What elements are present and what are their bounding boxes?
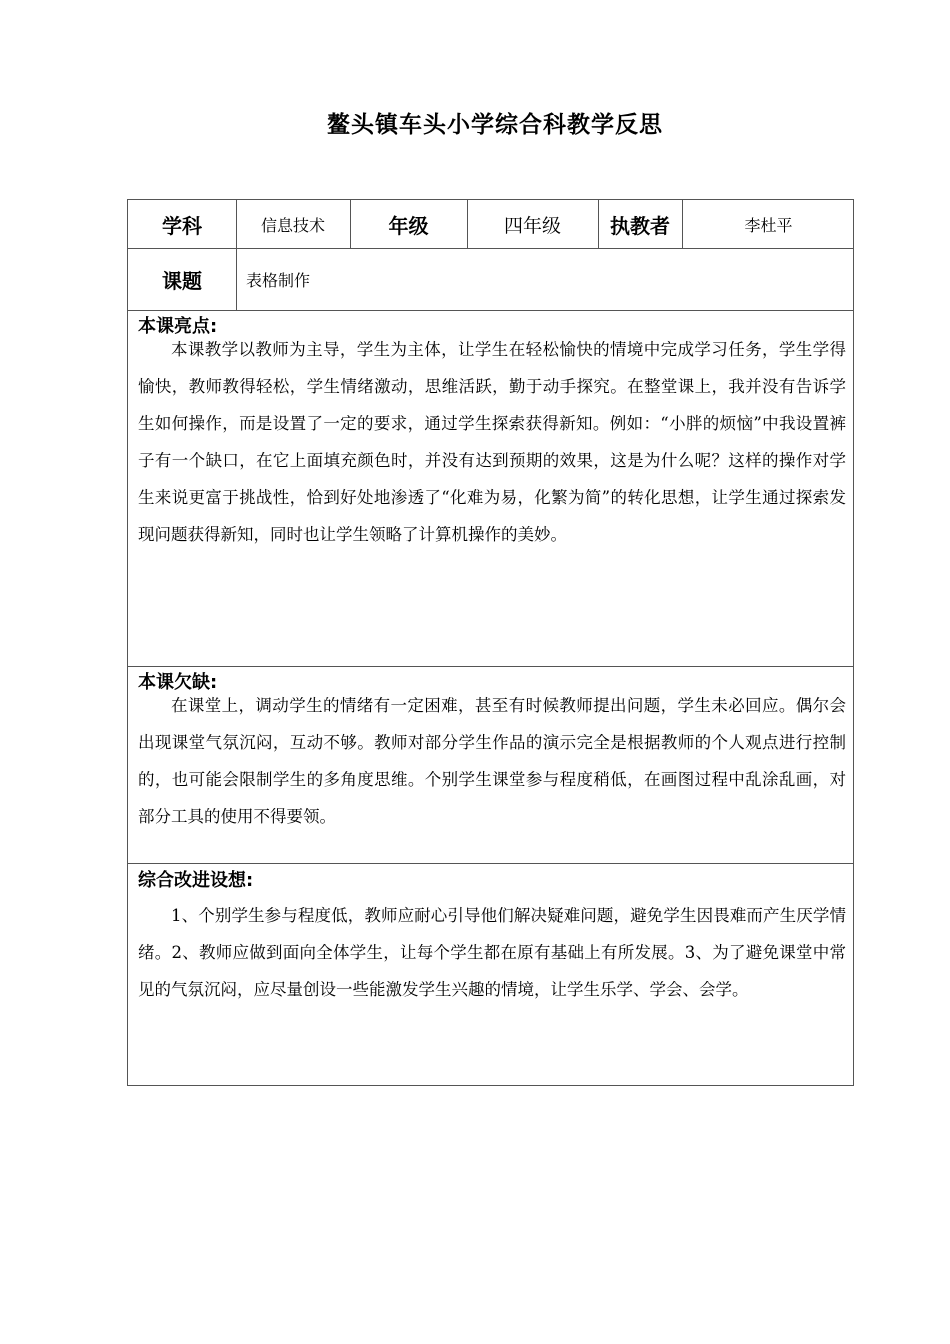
- column-divider: [236, 248, 237, 310]
- row-divider: [128, 310, 853, 311]
- page-title: 鳌头镇车头小学综合科教学反思: [327, 112, 663, 138]
- reflection-table: [127, 199, 854, 1086]
- grade-label: 年级: [388, 213, 429, 238]
- shortcomings-text: 在课堂上，调动学生的情绪有一定困难，甚至有时候教师提出问题，学生未必回应。偶尔会出现课堂气氛沉闷，互动不够。教师对部分学生作品的演示完全是根据教师的个人观点进行控制的，也可能会限制学生的多角度思维。个别学生课堂参与程度稍低，在画图过程中乱涂乱画，对部分工具的使用不得要领。: [138, 696, 846, 826]
- shortcomings-label: 本课欠缺:: [138, 672, 218, 693]
- highlights-text: 本课教学以教师为主导，学生为主体，让学生在轻松愉快的情境中完成学习任务，学生学得愉快，教师教得轻松，学生情绪激动，思维活跃，勤于动手探究。在整堂课上，我并没有告诉学生如何操作，而是设置了一定的要求，通过学生探索获得新知。例如：“小胖的烦恼”中我设置裤子有一个缺口，在它上面填充颜色时，并没有达到预期的效果，这是为什么呢？这样的操作对学生来说更富于挑战性，恰到好处地渗透了“化难为易，化繁为简”的转化思想，让学生通过探索发现问题获得新知，同时也让学生领略了计算机操作的美妙。: [138, 340, 846, 544]
- subject-value: 信息技术: [260, 215, 325, 235]
- topic-label: 课题: [162, 268, 202, 293]
- highlights-label: 本课亮点:: [138, 316, 218, 337]
- grade-value: 四年级: [503, 214, 561, 237]
- subject-label: 学科: [162, 213, 202, 238]
- row-divider: [128, 666, 853, 667]
- improvements-label: 综合改进设想:: [138, 870, 254, 891]
- improvements-text: 1、个别学生参与程度低，教师应耐心引导他们解决疑难问题，避免学生因畏难而产生厌学情绪。2、教师应做到面向全体学生，让每个学生都在原有基础上有所发展。3、为了避免课堂中常见的气氛沉闷，应尽量创设一些能激发学生兴趣的情境，让学生乐学、学会、会学。: [138, 906, 846, 999]
- teacher-label: 执教者: [610, 213, 670, 238]
- topic-value: 表格制作: [246, 270, 311, 290]
- teacher-value: 李杜平: [744, 215, 793, 235]
- row-divider: [128, 863, 853, 864]
